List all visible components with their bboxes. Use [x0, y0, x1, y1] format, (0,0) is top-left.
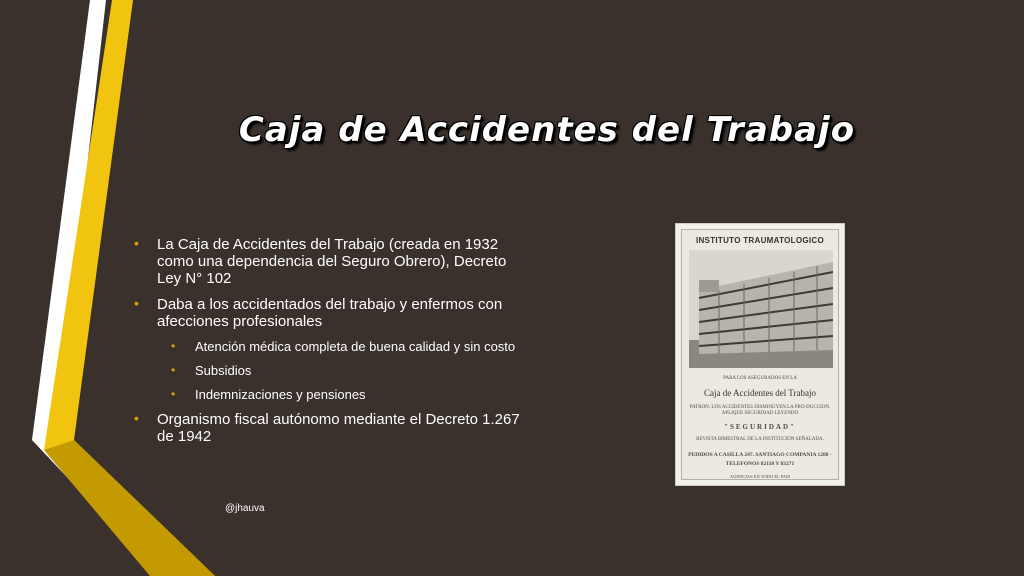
- sub-bullet-item: [134, 363, 534, 379]
- stripe-gold-lower: [44, 440, 215, 576]
- poster-line: PEDIDOS A CASILLA 247. SANTIAGO COMPANIA 1288 - TELEFONOS 82118 Y 83271: [688, 452, 832, 467]
- sub-bullet-text: Subsidios: [195, 363, 252, 378]
- sub-bullet-item: [134, 387, 534, 403]
- poster-line: AGENCIAS EN TODO EL PAIS: [729, 474, 791, 479]
- bullet-text: La Caja de Accidentes del Trabajo (creada en 1932 como una dependencia del Seguro Obrero), Decreto Ley N° 102: [157, 236, 507, 287]
- poster-frame: [681, 229, 839, 480]
- bullet-dot-icon: •: [171, 387, 176, 401]
- sub-bullet-text: Indemnizaciones y pensiones: [195, 387, 366, 402]
- bullet-text: Daba a los accidentados del trabajo y enfermos con afecciones profesionales: [157, 296, 503, 330]
- bullet-dot-icon: •: [134, 235, 139, 251]
- sub-bullet-item: [134, 339, 534, 355]
- poster-line: "SEGURIDAD": [724, 423, 796, 431]
- building-photo-icon: [689, 250, 833, 368]
- poster-line: PATRON: LOS ACCIDENTES DISMINUYEN LA PRO-DUCCION. APLIQUE SEGURIDAD LEYENDO: [689, 405, 831, 416]
- bullet-dot-icon: •: [134, 410, 139, 426]
- poster-image: [675, 223, 845, 486]
- bullet-list: [134, 236, 534, 454]
- bullet-item: [134, 296, 534, 330]
- bullet-dot-icon: •: [171, 363, 176, 377]
- bullet-item: [134, 411, 534, 445]
- poster-line: REVISTA BIMESTRAL DE LA INSTITUCION SEÑALADA.: [696, 437, 824, 442]
- bullet-dot-icon: •: [134, 295, 139, 311]
- author-handle: @jhauva: [225, 503, 265, 514]
- poster-line: PARA LOS ASEGURADOS EN LA: [723, 376, 797, 381]
- bullet-item: [134, 236, 534, 287]
- sub-bullet-text: Atención médica completa de buena calidad y sin costo: [195, 339, 516, 354]
- bullet-dot-icon: •: [171, 339, 176, 353]
- bullet-text: Organismo fiscal autónomo mediante el Decreto 1.267 de 1942: [157, 411, 520, 445]
- poster-title: INSTITUTO TRAUMATOLOGICO: [695, 236, 825, 245]
- poster-heading: Caja de Accidentes del Trabajo: [704, 388, 816, 398]
- page-title: Caja de Accidentes del Trabajo: [238, 110, 856, 150]
